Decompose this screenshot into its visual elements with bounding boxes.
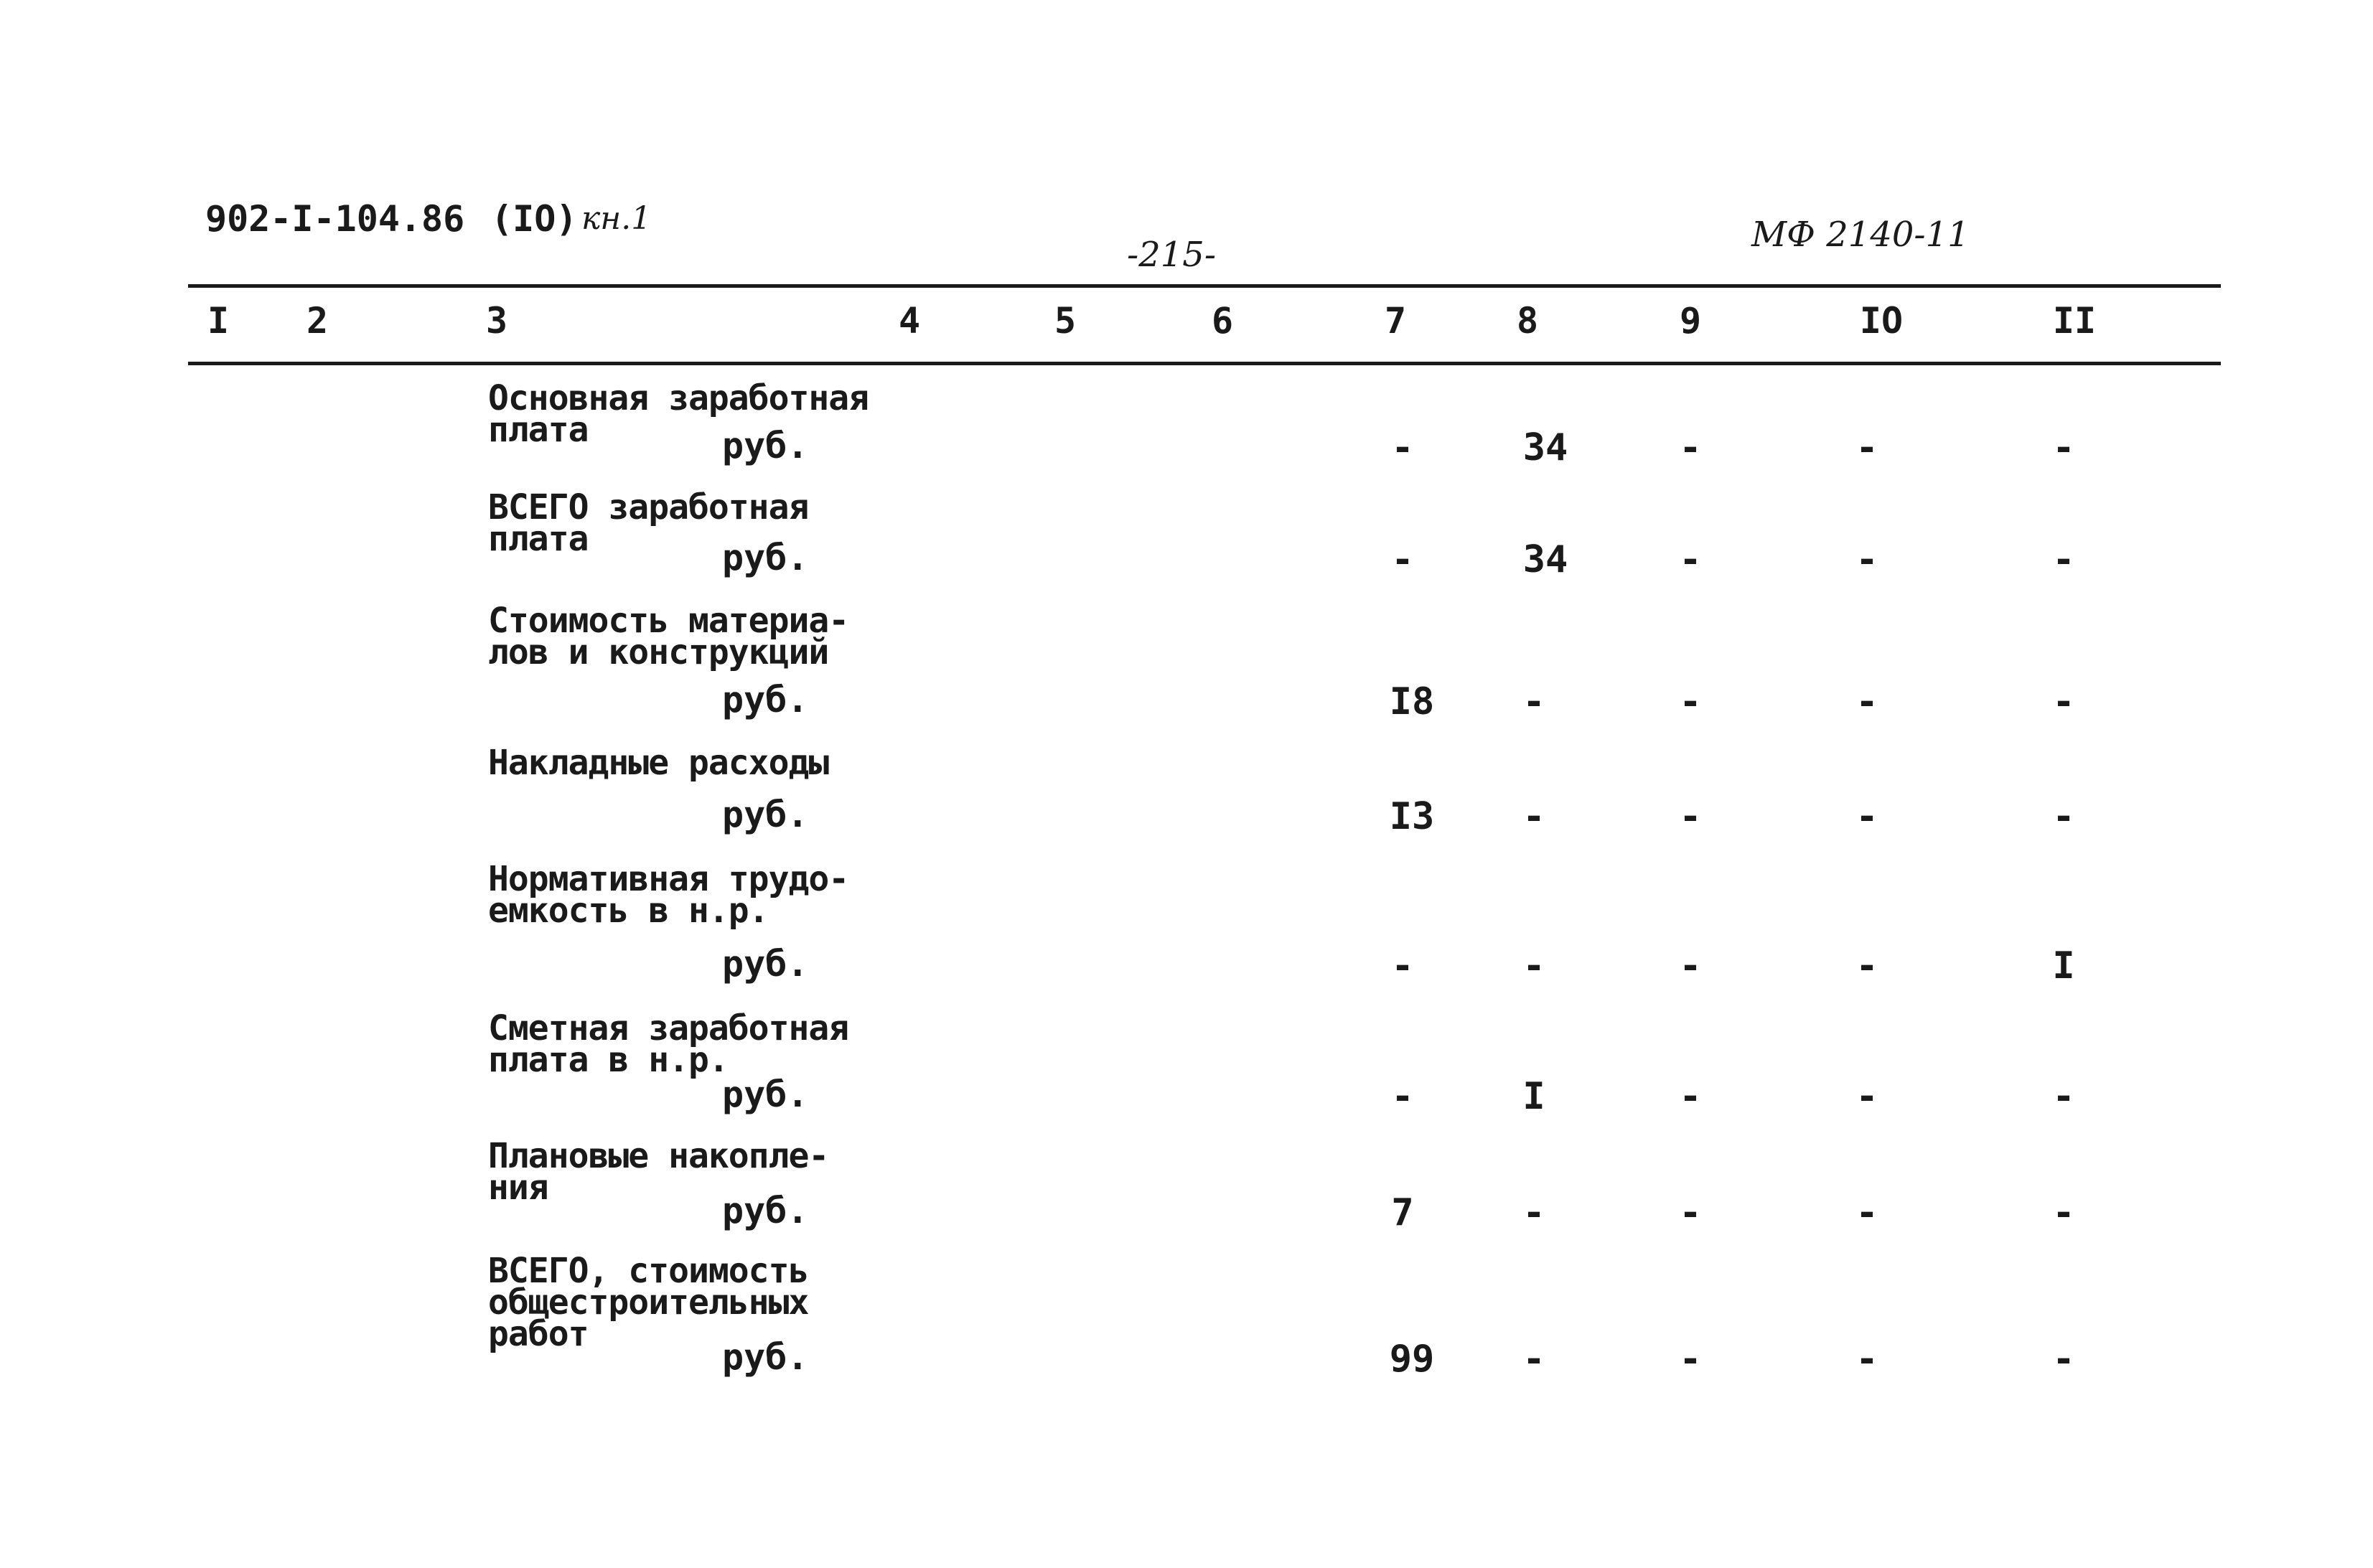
cell-col7: I3 — [1389, 795, 1435, 838]
table-top-rule — [188, 284, 2221, 288]
cell-col10: - — [1855, 426, 1878, 469]
cell-col7: 99 — [1389, 1338, 1435, 1381]
row-label-line: Нормативная трудо- — [488, 859, 849, 899]
cell-col10: - — [1855, 944, 1878, 987]
row-label-line: плата — [488, 519, 589, 559]
row-label-line: Стоимость материа- — [488, 601, 849, 641]
cell-col8: 34 — [1522, 426, 1568, 469]
cell-col8: - — [1522, 680, 1545, 723]
row-label-line: общестроительных — [488, 1282, 809, 1323]
column-header-11: II — [2052, 300, 2097, 342]
document-code: 902-I-104.86 — [205, 198, 465, 240]
column-header-8: 8 — [1516, 300, 1539, 342]
unit-label: руб. — [722, 794, 809, 835]
column-header-7: 7 — [1384, 300, 1407, 342]
row-label-line: емкость в н.р. — [488, 891, 769, 931]
book-note: кн.1 — [581, 200, 652, 237]
cell-col10: - — [1855, 1338, 1878, 1381]
page-number: -215- — [1127, 235, 1217, 275]
row-label-line: Накладные расходы — [488, 743, 829, 783]
row-label-line: Плановые накопле- — [488, 1136, 829, 1176]
cell-col9: - — [1679, 1191, 1702, 1234]
cell-col7: - — [1391, 1075, 1414, 1118]
cell-col10: - — [1855, 1191, 1878, 1234]
cell-col11: - — [2052, 538, 2075, 581]
cell-col11: - — [2052, 1075, 2075, 1118]
cell-col9: - — [1679, 944, 1702, 987]
column-header-10: IO — [1859, 300, 1904, 342]
cell-col11: - — [2052, 795, 2075, 838]
cell-col9: - — [1679, 1338, 1702, 1381]
cell-col10: - — [1855, 680, 1878, 723]
cell-col9: - — [1679, 1075, 1702, 1118]
cell-col7: - — [1391, 944, 1414, 987]
column-header-4: 4 — [898, 300, 921, 342]
cell-col9: - — [1679, 538, 1702, 581]
cell-col7: 7 — [1391, 1191, 1414, 1234]
cell-col9: - — [1679, 680, 1702, 723]
cell-col11: I — [2052, 944, 2075, 987]
cell-col9: - — [1679, 426, 1702, 469]
cell-col7: - — [1391, 538, 1414, 581]
document-part: (IO) — [491, 198, 578, 240]
cell-col8: I — [1522, 1075, 1545, 1118]
cell-col8: - — [1522, 1191, 1545, 1234]
unit-label: руб. — [722, 679, 809, 720]
cell-col11: - — [2052, 680, 2075, 723]
cell-col10: - — [1855, 795, 1878, 838]
cell-col8: - — [1522, 944, 1545, 987]
row-label-line: Сметная заработная — [488, 1008, 849, 1048]
column-header-5: 5 — [1054, 300, 1077, 342]
unit-label: руб. — [722, 1190, 809, 1231]
column-header-9: 9 — [1679, 300, 1702, 342]
row-label-line: работ — [488, 1314, 589, 1354]
row-label-line: Основная заработная — [488, 378, 869, 418]
unit-label: руб. — [722, 1074, 809, 1115]
cell-col8: 34 — [1522, 538, 1568, 581]
unit-label: руб. — [722, 425, 809, 466]
cell-col11: - — [2052, 1191, 2075, 1234]
row-label-line: ния — [488, 1168, 548, 1208]
archive-number: МФ 2140-11 — [1751, 215, 1970, 255]
row-label-line: плата — [488, 410, 589, 450]
cell-col7: I8 — [1389, 680, 1435, 723]
cell-col10: - — [1855, 1075, 1878, 1118]
row-label-line: ВСЕГО, стоимость — [488, 1251, 809, 1291]
cell-col11: - — [2052, 426, 2075, 469]
column-header-6: 6 — [1211, 300, 1234, 342]
row-label-line: ВСЕГО заработная — [488, 487, 809, 527]
column-header-1: I — [207, 300, 230, 342]
cell-col8: - — [1522, 1338, 1545, 1381]
cell-col9: - — [1679, 795, 1702, 838]
cell-col8: - — [1522, 795, 1545, 838]
cell-col10: - — [1855, 538, 1878, 581]
cell-col7: - — [1391, 426, 1414, 469]
unit-label: руб. — [722, 537, 809, 578]
table-header-rule — [188, 362, 2221, 365]
unit-label: руб. — [722, 1336, 809, 1378]
row-label-line: лов и конструкций — [488, 632, 829, 672]
unit-label: руб. — [722, 943, 809, 985]
column-header-2: 2 — [306, 300, 329, 342]
row-label-line: плата в н.р. — [488, 1040, 729, 1080]
column-header-3: 3 — [485, 300, 508, 342]
cell-col11: - — [2052, 1338, 2075, 1381]
